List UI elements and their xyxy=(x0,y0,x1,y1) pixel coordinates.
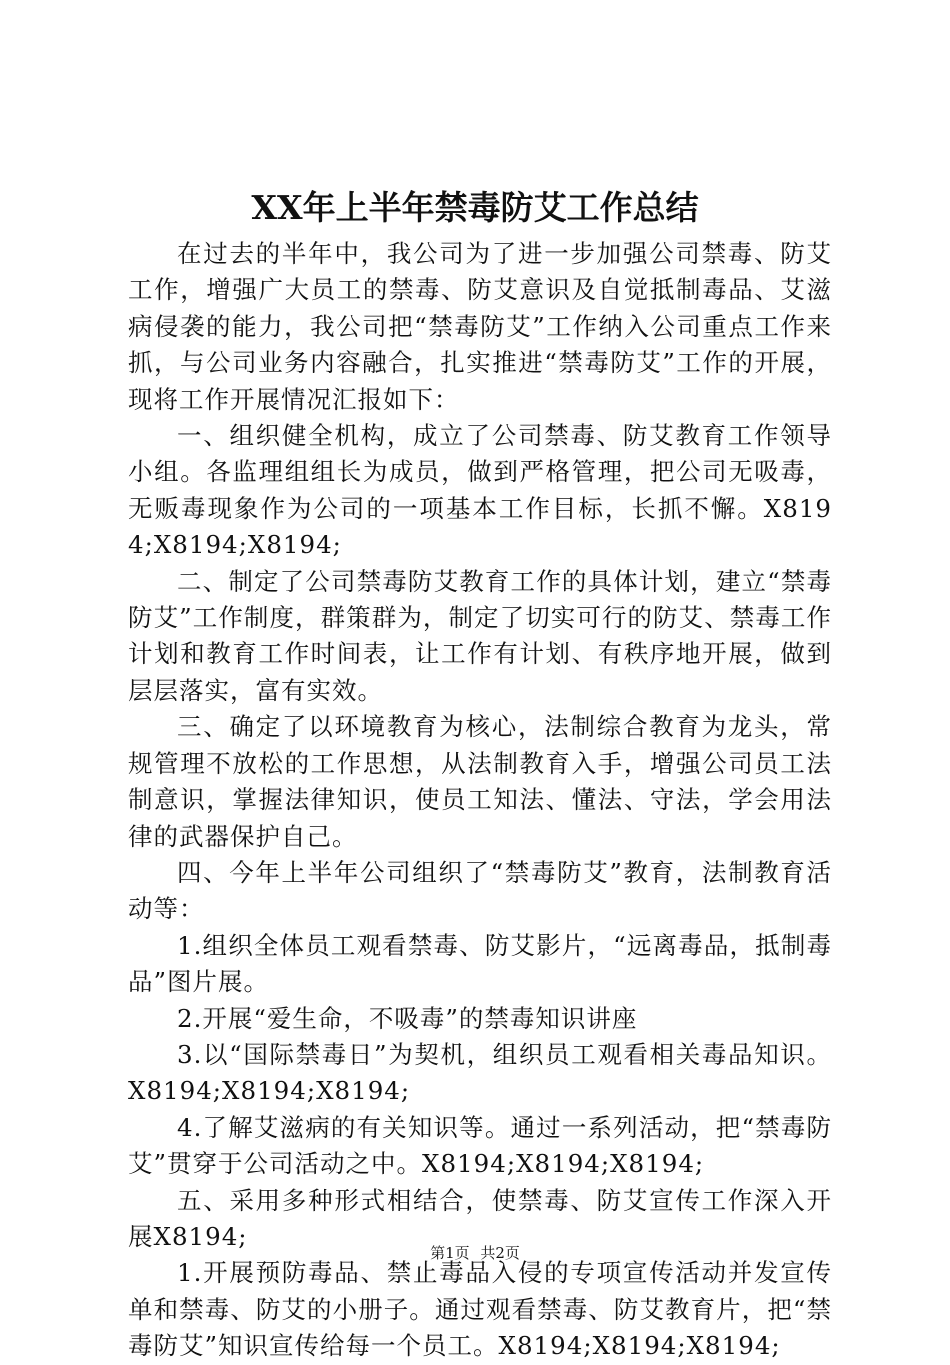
document-title: XX年上半年禁毒防艾工作总结 xyxy=(251,188,699,227)
paragraph-section-4: 四、今年上半年公司组织了“禁毒防艾”教育，法制教育活动等： xyxy=(128,857,832,924)
list-item: 1.组织全体员工观看禁毒、防艾影片，“远离毒品，抵制毒品”图片展。 xyxy=(128,930,832,997)
paragraph-section-5: 五、采用多种形式相结合，使禁毒、防艾宣传工作深入开展X8194; xyxy=(128,1185,832,1251)
list-item: 4.了解艾滋病的有关知识等。通过一系列活动，把“禁毒防艾”贯穿于公司活动之中。X8194;X8194;X8194; xyxy=(128,1112,832,1179)
page-footer xyxy=(0,1242,950,1264)
paragraph-intro: 在过去的半年中，我公司为了进一步加强公司禁毒、防艾工作，增强广大员工的禁毒、防艾意识及自觉抵制毒品、艾滋病侵袭的能力，我公司把“禁毒防艾”工作纳入公司重点工作来抓，与公司业务内容融合，扎实推进“禁毒防艾”工作的开展，现将工作开展情况汇报如下： xyxy=(128,239,832,414)
list-item: 1.开展预防毒品、禁止毒品入侵的专项宣传活动并发宣传单和禁毒、防艾的小册子。通过观看禁毒、防艾教育片，把“禁毒防艾”知识宣传给每一个员工。X8194;X8194;X8194; xyxy=(128,1258,832,1361)
paragraph-section-2: 二、制定了公司禁毒防艾教育工作的具体计划，建立“禁毒防艾”工作制度，群策群为，制定了切实可行的防艾、禁毒工作计划和教育工作时间表，让工作有计划、有秩序地开展，做到层层落实，富有实效。 xyxy=(128,566,832,705)
paragraph-section-1: 一、组织健全机构，成立了公司禁毒、防艾教育工作领导小组。各监理组组长为成员，做到严格管理，把公司无吸毒，无贩毒现象作为公司的一项基本工作目标，长抓不懈。X8194;X8194;X8194; xyxy=(128,421,832,560)
list-item: 3.以“国际禁毒日”为契机，组织员工观看相关毒品知识。X8194;X8194;X8194; xyxy=(128,1039,832,1106)
paragraph-section-3: 三、确定了以环境教育为核心，法制综合教育为龙头，常规管理不放松的工作思想，从法制教育入手，增强公司员工法制意识，掌握法律知识，使员工知法、懂法、守法，学会用法律的武器保护自己。 xyxy=(128,712,832,851)
list-item: 2.开展“爱生命，不吸毒”的禁毒知识讲座 xyxy=(177,1003,638,1033)
page-total: 共2页 xyxy=(480,1244,520,1262)
document-body xyxy=(128,236,832,1365)
page-number: 第1页 xyxy=(430,1244,470,1262)
